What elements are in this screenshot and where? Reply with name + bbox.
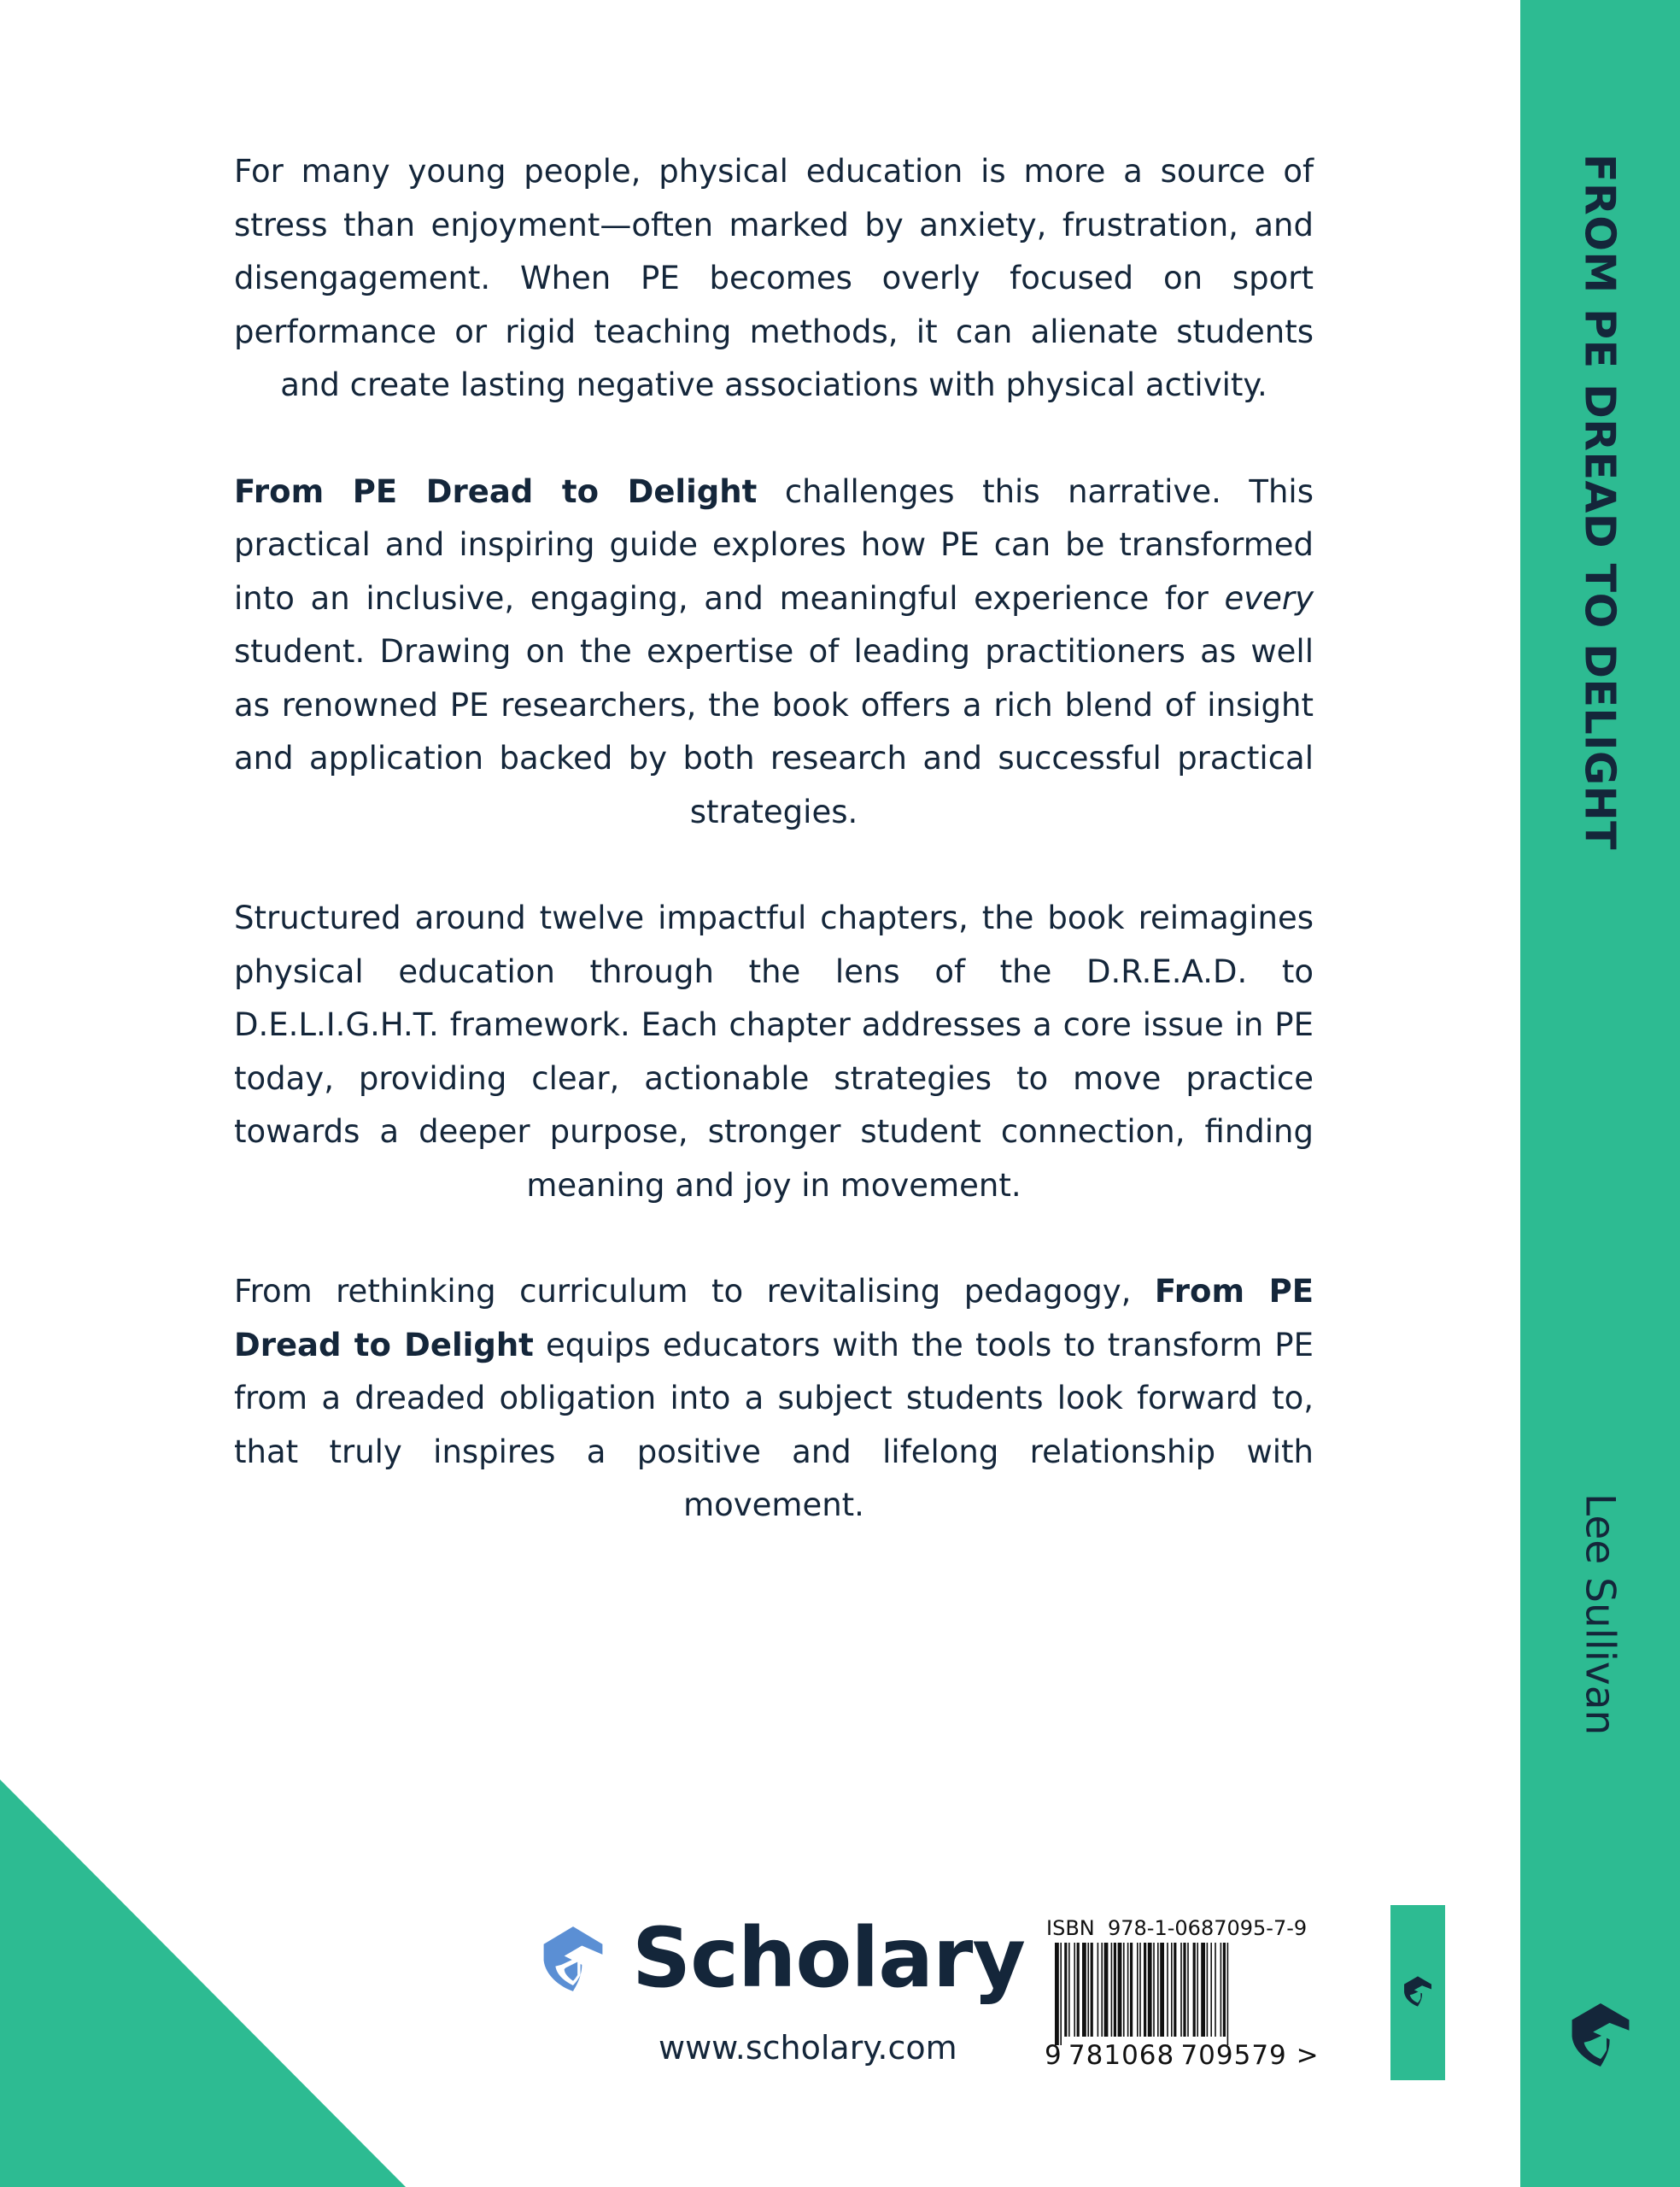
- spine-title: FROM PE DREAD TO DELIGHT: [1575, 154, 1624, 851]
- blurb-paragraph-4: [234, 1265, 1314, 1533]
- barcode-number: 9 781068 709579: [1045, 2040, 1287, 2071]
- blurb-text: From rethinking curriculum to revitalising pedagogy,: [234, 1273, 1155, 1310]
- barcode-bar: [1157, 1943, 1159, 2037]
- book-title-bold: From PE Dread to Delight: [234, 1273, 1314, 1363]
- barcode-bar: [1114, 1943, 1116, 2037]
- spine-author: Lee Sullivan: [1576, 1493, 1624, 1736]
- barcode-bar: [1227, 1943, 1229, 2045]
- corner-triangle-decoration: [0, 1780, 406, 2187]
- blurb-text: challenges this narrative. This practical and inspiring guide explores how PE can be transformed into an inclusive, engaging, and meaningful experience for: [234, 472, 1314, 617]
- barcode-bar: [1082, 1943, 1086, 2037]
- publisher-name: Scholary: [632, 1910, 1025, 2006]
- barcode-bar: [1101, 1943, 1103, 2037]
- publisher-tab: [1390, 1905, 1445, 2080]
- blurb-paragraph-1: For many young people, physical education is more a source of stress than enjoyment—often marked by anxiety, frustration, and disengagement. When PE becomes overly focused on sport performance or rigid teaching methods, it can alienate students and create lasting negative associations with physical activity.: [234, 153, 1314, 403]
- emphasis-text: every: [1224, 579, 1314, 617]
- spine-logo-icon: [1563, 1997, 1638, 2073]
- barcode-bar: [1201, 1943, 1205, 2037]
- barcode-bar: [1111, 1943, 1113, 2037]
- barcode-bar: [1167, 1943, 1168, 2037]
- scholary-logo-icon: [1400, 1973, 1436, 2009]
- barcode-bar: [1074, 1943, 1075, 2037]
- book-title-bold: From PE Dread to Delight: [234, 472, 758, 510]
- publisher-url: www.scholary.com: [659, 2029, 957, 2067]
- barcode-bar: [1193, 1943, 1196, 2037]
- back-cover-blurb: [234, 145, 1314, 1586]
- barcode-bar: [1060, 1943, 1062, 2045]
- barcode-bar: [1055, 1943, 1059, 2045]
- barcode-bar: [1098, 1943, 1099, 2037]
- barcode-bar: [1091, 1943, 1093, 2037]
- barcode-bar: [1064, 1943, 1067, 2037]
- barcode-bar: [1180, 1943, 1182, 2037]
- barcode-bar: [1144, 1943, 1146, 2037]
- barcode-bar: [1210, 1943, 1212, 2037]
- barcode-bar: [1171, 1943, 1173, 2037]
- barcode-bar: [1118, 1943, 1122, 2037]
- isbn-barcode: [1038, 1912, 1379, 2083]
- barcode-bar: [1160, 1943, 1164, 2037]
- barcode-bar: [1137, 1943, 1139, 2037]
- barcode-bar: [1127, 1943, 1129, 2037]
- blurb-paragraph-2: [234, 466, 1314, 840]
- barcode-bar: [1207, 1943, 1209, 2037]
- scholary-logo-icon: [536, 1922, 610, 1996]
- barcode-bar: [1183, 1943, 1185, 2037]
- barcode-bar: [1104, 1943, 1109, 2037]
- barcode-digits: [1045, 2040, 1320, 2071]
- barcode-bar: [1174, 1943, 1176, 2037]
- barcode-bar: [1220, 1943, 1222, 2037]
- barcode-bar: [1187, 1943, 1189, 2037]
- barcode-bar: [1153, 1943, 1155, 2037]
- barcode-bar: [1223, 1943, 1226, 2037]
- barcode-bar: [1087, 1943, 1089, 2037]
- barcode-bar: [1068, 1943, 1070, 2037]
- isbn-label: ISBN: [1046, 1916, 1095, 1940]
- isbn-text: [1046, 1916, 1307, 1940]
- barcode-bar: [1077, 1943, 1080, 2037]
- barcode-bar: [1148, 1943, 1152, 2037]
- blurb-paragraph-3: Structured around twelve impactful chapters, the book reimagines physical education through the lens of the D.R.E.A.D. to D.E.L.I.G.H.T. framework. Each chapter addresses a core issue in PE today, providing clear, actionable strategies to move practice towards a deeper purpose, stronger student connection, finding meaning and joy in movement.: [234, 900, 1314, 1204]
- barcode-bar: [1215, 1943, 1216, 2037]
- isbn-number: 978-1-0687095-7-9: [1108, 1916, 1308, 1940]
- barcode-bars: [1038, 1943, 1354, 2045]
- blurb-text: equips educators with the tools to transform PE from a dreaded obligation into a subject students look forward to, that truly inspires a positive and lifelong relationship with movement.: [234, 1326, 1314, 1523]
- barcode-bar: [1123, 1943, 1125, 2037]
- barcode-bar: [1130, 1943, 1133, 2037]
- blurb-text: student. Drawing on the expertise of leading practitioners as well as renowned PE researchers, the book offers a rich blend of insight and application backed by both research and successful practical strategies.: [234, 633, 1314, 830]
- barcode-arrow: >: [1296, 2040, 1320, 2071]
- barcode-bar: [1197, 1943, 1198, 2037]
- barcode-bar: [1139, 1943, 1141, 2037]
